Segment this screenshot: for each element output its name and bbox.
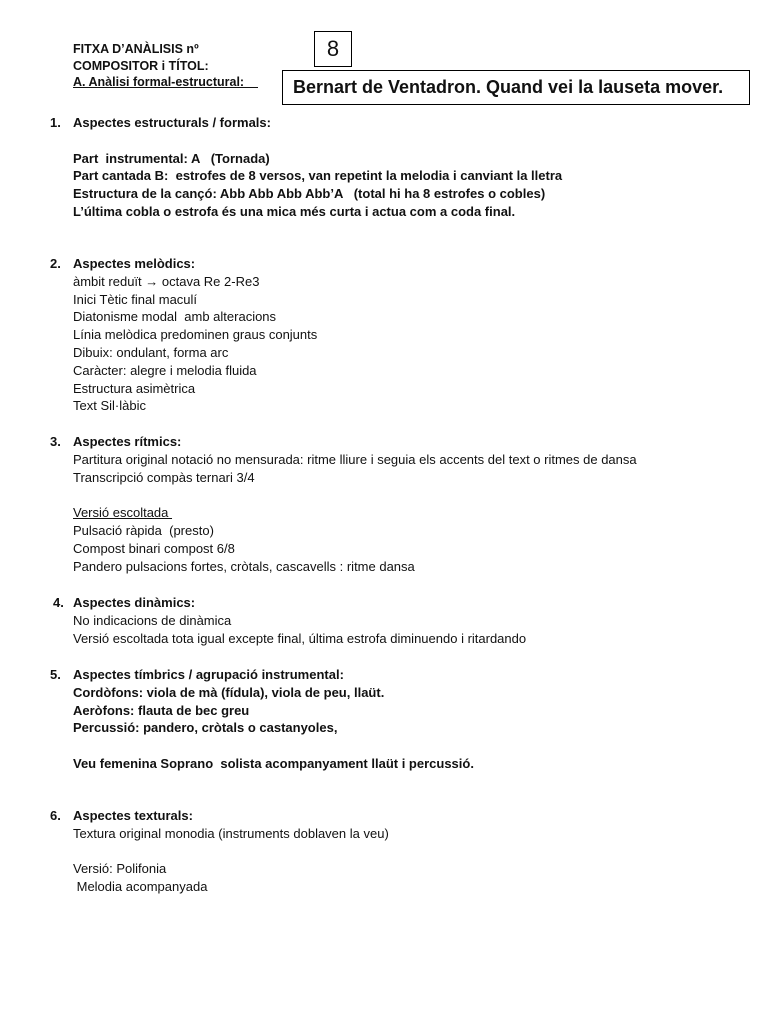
section-number: 1. xyxy=(50,115,61,130)
text-fragment: àmbit reduït xyxy=(73,273,146,289)
section-body xyxy=(73,273,317,415)
section-body xyxy=(73,612,526,648)
text-line: Inici Tètic final maculí xyxy=(73,291,198,307)
text-line: Percussió: pandero, cròtals o castanyoles, xyxy=(73,720,338,736)
text-line: Partitura original notació no mensurada: ritme lliure i seguia els accents del text o ritmes de dansa xyxy=(73,451,637,467)
text-line: Melodia acompanyada xyxy=(73,879,208,895)
section-body xyxy=(73,684,474,773)
text-fragment: octava Re 2-Re3 xyxy=(158,273,260,289)
text-line: Estructura asimètrica xyxy=(73,380,196,396)
section-heading: Aspectes tímbrics / agrupació instrumental: xyxy=(73,667,344,682)
text-line: No indicacions de dinàmica xyxy=(73,612,232,628)
text-line: Textura original monodia (instruments doblaven la veu) xyxy=(73,825,389,841)
section-body xyxy=(73,150,562,221)
text-line: L’última cobla o estrofa és una mica més curta i actua com a coda final. xyxy=(73,203,516,219)
text-line: Veu femenina Soprano solista acompanyament llaüt i percussió. xyxy=(73,755,474,771)
section-body xyxy=(73,451,637,576)
text-line: Transcripció compàs ternari 3/4 xyxy=(73,469,255,485)
sheet-number-box: 8 xyxy=(314,31,352,67)
document-header xyxy=(73,41,258,91)
text-line: Part instrumental: A (Tornada) xyxy=(73,150,270,166)
text-line: Estructura de la cançó: Abb Abb Abb Abb’A (total hi ha 8 estrofes o cobles) xyxy=(73,186,546,202)
text-line: Versió escoltada tota igual excepte final, última estrofa diminuendo i ritardando xyxy=(73,630,527,646)
arrow-right-icon: → xyxy=(145,273,159,289)
section-number: 3. xyxy=(50,434,61,449)
section-number: 6. xyxy=(50,808,61,823)
text-line xyxy=(73,273,317,291)
text-line: Compost binari compost 6/8 xyxy=(73,540,235,556)
section-heading: Aspectes texturals: xyxy=(73,808,193,823)
text-line: Dibuix: ondulant, forma arc xyxy=(73,344,229,360)
section-number: 2. xyxy=(50,256,61,271)
text-line: Pandero pulsacions fortes, cròtals, cascavells : ritme dansa xyxy=(73,558,415,574)
section-heading: Aspectes rítmics: xyxy=(73,434,182,449)
text-line: Cordòfons: viola de mà (fídula), viola de peu, llaüt. xyxy=(73,684,385,700)
section-body xyxy=(73,825,389,896)
text-line: Versió: Polifonia xyxy=(73,861,167,877)
text-line: Diatonisme modal amb alteracions xyxy=(73,309,277,325)
section-heading: Aspectes dinàmics: xyxy=(73,595,196,610)
text-line: Aeròfons: flauta de bec greu xyxy=(73,702,250,718)
text-line: Pulsació ràpida (presto) xyxy=(73,522,214,538)
subheading: Versió escoltada xyxy=(73,505,173,521)
form-label: FITXA D’ANÀLISIS nº xyxy=(73,42,199,56)
text-line: Part cantada B: estrofes de 8 versos, van repetint la melodia i canviant la lletra xyxy=(73,168,563,184)
piece-title-box: Bernart de Ventadron. Quand vei la lauseta mover. xyxy=(282,70,750,105)
section-number: 4. xyxy=(53,595,64,610)
section-a-label: A. Anàlisi formal-estructural: xyxy=(73,75,258,89)
section-number: 5. xyxy=(50,667,61,682)
section-heading: Aspectes estructurals / formals: xyxy=(73,115,271,130)
text-line: Caràcter: alegre i melodia fluida xyxy=(73,362,257,378)
section-heading: Aspectes melòdics: xyxy=(73,256,196,271)
text-line: Text Sil·làbic xyxy=(73,398,146,414)
composer-title-label: COMPOSITOR i TÍTOL: xyxy=(73,58,209,73)
text-line: Línia melòdica predominen graus conjunts xyxy=(73,327,318,343)
